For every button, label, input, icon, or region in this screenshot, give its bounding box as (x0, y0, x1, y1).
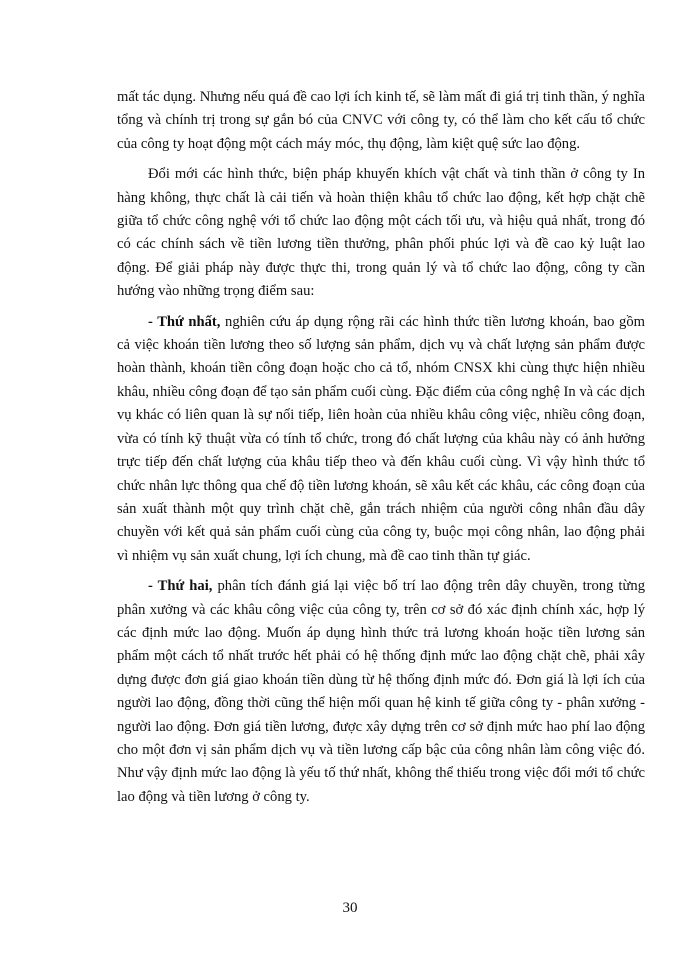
paragraph-1 (117, 86, 645, 156)
paragraph-text: phân tích đánh giá lại việc bố trí lao động trên dây chuyền, trong từng phân xưởng và các khâu công việc của công ty, trên cơ sở đó xác định chính xác, hợp lý các định mức lao động. Muốn áp dụng hình thức trả lương khoán hoặc tiền lương sản phẩm một cách tổ nhất trước hết phải có hệ thống định mức lao động chặt chẽ, phải xây dựng được đơn giá giao khoán tiền dùng từ hệ thống định mức đó. Đơn giá là lợi ích của người lao động, đồng thời cũng thể hiện mối quan hệ kinh tế giữa công ty - phân xưởng - người lao động. Đơn giá tiền lương, được xây dựng trên cơ sở định mức hao phí lao động cho một đơn vị sản phẩm dịch vụ và tiền lương cấp bậc của công nhân làm công việc đó. Như vậy định mức lao động là yếu tố thứ nhất, không thể thiếu trong việc đổi mới tổ chức lao động và tiền lương ở công ty. (117, 578, 645, 805)
paragraph-3 (117, 311, 645, 568)
paragraph-2 (117, 163, 645, 303)
paragraph-4 (117, 575, 645, 809)
page-number: 30 (342, 900, 358, 916)
paragraph-text: mất tác dụng. Nhưng nếu quá đề cao lợi ích kinh tế, sẽ làm mất đi giá trị tinh thần, ý nghĩa tổng và chính trị trong sự gắn bó của CNVC với công ty, có thể làm cho kết cấu tổ chức của công ty hoạt động một cách máy móc, thụ động, làm kiệt quệ sức lao động. (117, 89, 645, 152)
paragraph-lead: - Thứ hai, (148, 578, 213, 595)
paragraph-text: nghiên cứu áp dụng rộng rãi các hình thức tiền lương khoán, bao gồm cả việc khoán tiền lương theo số lượng sản phẩm, dịch vụ và chất lượng sản phẩm được hoàn thành, khoán tiền công đoạn hoặc cho cả tổ, nhóm CNSX khi cùng thực hiện nhiều khâu, nhiều công đoạn để tạo sản phẩm cuối cùng. Đặc điểm của công nghệ In và các dịch vụ khác có liên quan là sự nối tiếp, liên hoàn của nhiều khâu công việc, nhiều công đoạn, vừa có tính kỹ thuật vừa có tính tổ chức, trong đó chất lượng của khâu này có ảnh hưởng trực tiếp đến chất lượng của khâu tiếp theo và đến khâu cuối cùng. Vì vậy hình thức tổ chức nhân lực thông qua chế độ tiền lương khoán, sẽ xâu kết các khâu, các công đoạn của sản xuất thành một quy trình chặt chẽ, gắn trách nhiệm của người công nhân đầu dây chuyền với kết quả sản phẩm cuối cùng của công ty, buộc mọi công nhân, lao động phải vì nhiệm vụ sản xuất chung, lợi ích chung, mà đề cao tinh thần tự giác. (117, 313, 645, 564)
paragraph-lead: - Thứ nhất, (148, 313, 221, 330)
paragraph-text: Đổi mới các hình thức, biện pháp khuyến khích vật chất và tinh thần ở công ty In hàng không, thực chất là cải tiến và hoàn thiện khâu tổ chức lao động, kết hợp chặt chẽ giữa tổ chức công nghệ với tổ chức lao động một cách tối ưu, và hiệu quả nhất, trong đó có các chính sách về tiền lương tiền thưởng, phân phối phúc lợi và đề cao kỷ luật lao động. Để giải pháp này được thực thi, trong quản lý và tổ chức lao động, công ty cần hướng vào những trọng điểm sau: (117, 166, 645, 300)
document-body (117, 86, 645, 816)
